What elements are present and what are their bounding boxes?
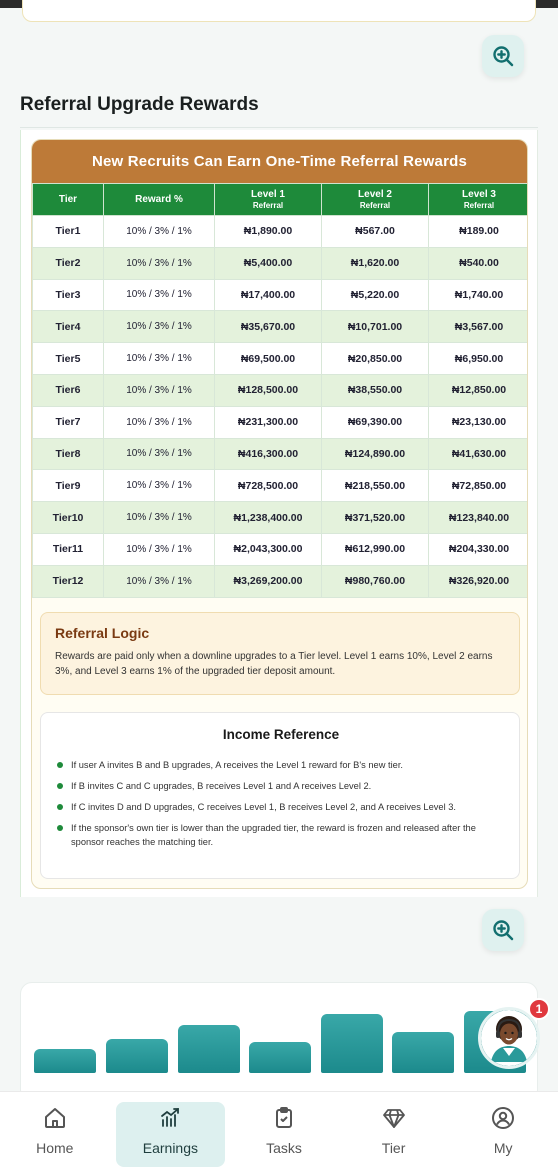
- cell-level1: ₦1,890.00: [215, 216, 322, 248]
- cell-reward: 10% / 3% / 1%: [104, 311, 215, 343]
- chart-bar: [106, 1039, 168, 1073]
- cell-level3: ₦23,130.00: [429, 406, 529, 438]
- cell-level1: ₦1,238,400.00: [215, 502, 322, 534]
- cell-level1: ₦35,670.00: [215, 311, 322, 343]
- cell-level2: ₦1,620.00: [322, 247, 429, 279]
- cell-level1: ₦17,400.00: [215, 279, 322, 311]
- header-level1-top: Level 1: [251, 188, 285, 200]
- cell-reward: 10% / 3% / 1%: [104, 216, 215, 248]
- previous-card: [22, 0, 536, 22]
- cell-tier: Tier3: [33, 279, 104, 311]
- nav-item-earnings[interactable]: [116, 1102, 226, 1167]
- chart-bar: [249, 1042, 311, 1073]
- cell-level1: ₦3,269,200.00: [215, 565, 322, 597]
- nav-item-tasks[interactable]: [229, 1092, 339, 1175]
- earnings-chart-icon: [158, 1106, 182, 1130]
- cell-reward: 10% / 3% / 1%: [104, 438, 215, 470]
- table-row: [33, 502, 529, 534]
- table-row: [33, 311, 529, 343]
- zoom-in-icon: [491, 44, 515, 68]
- cell-reward: 10% / 3% / 1%: [104, 565, 215, 597]
- nav-label-home: Home: [36, 1140, 74, 1156]
- cell-tier: Tier8: [33, 438, 104, 470]
- table-row: [33, 438, 529, 470]
- cell-level1: ₦69,500.00: [215, 343, 322, 375]
- nav-label-earnings: Earnings: [142, 1140, 199, 1156]
- table-row: [33, 533, 529, 565]
- cell-level2: ₦612,990.00: [322, 533, 429, 565]
- cell-level2: ₦10,701.00: [322, 311, 429, 343]
- cell-reward: 10% / 3% / 1%: [104, 502, 215, 534]
- cell-reward: 10% / 3% / 1%: [104, 470, 215, 502]
- cell-level3: ₦123,840.00: [429, 502, 529, 534]
- header-level2-sub: Referral: [359, 200, 391, 210]
- referral-logic-box: [40, 612, 520, 695]
- nav-item-tier[interactable]: [339, 1092, 449, 1175]
- cell-level1: ₦416,300.00: [215, 438, 322, 470]
- cell-level3: ₦1,740.00: [429, 279, 529, 311]
- list-item-text: If B invites C and C upgrades, B receives Level 1 and A receives Level 2.: [71, 781, 372, 791]
- table-banner: New Recruits Can Earn One-Time Referral Rewards: [32, 140, 527, 183]
- list-item: [57, 800, 505, 814]
- header-level3-top: Level 3: [462, 188, 496, 200]
- table-row: [33, 279, 529, 311]
- table-row: [33, 565, 529, 597]
- header-level3-sub: Referral: [463, 200, 495, 210]
- bullet-icon: [57, 783, 63, 789]
- cell-level2: ₦218,550.00: [322, 470, 429, 502]
- cell-level3: ₦41,630.00: [429, 438, 529, 470]
- nav-item-my[interactable]: [448, 1092, 558, 1175]
- header-tier: Tier: [33, 184, 104, 216]
- list-item-text: If user A invites B and B upgrades, A receives the Level 1 reward for B's new tier.: [71, 760, 403, 770]
- income-reference-title: Income Reference: [222, 727, 340, 742]
- cell-level2: ₦980,760.00: [322, 565, 429, 597]
- cell-reward: 10% / 3% / 1%: [104, 406, 215, 438]
- table-row: [33, 406, 529, 438]
- cell-tier: Tier9: [33, 470, 104, 502]
- list-item: [57, 821, 505, 849]
- cell-level3: ₦3,567.00: [429, 311, 529, 343]
- header-level1: [215, 184, 322, 216]
- cell-reward: 10% / 3% / 1%: [104, 343, 215, 375]
- section-title: Referral Upgrade Rewards: [20, 94, 259, 115]
- table-row: [33, 343, 529, 375]
- cell-level1: ₦128,500.00: [215, 374, 322, 406]
- nav-label-tasks: Tasks: [266, 1140, 302, 1156]
- income-reference-box: [40, 712, 520, 879]
- cell-level1: ₦5,400.00: [215, 247, 322, 279]
- table-row: [33, 247, 529, 279]
- cell-level2: ₦38,550.00: [322, 374, 429, 406]
- referral-logic-title: Referral Logic: [55, 625, 150, 641]
- cell-level2: ₦371,520.00: [322, 502, 429, 534]
- cell-level1: ₦2,043,300.00: [215, 533, 322, 565]
- nav-label-my: My: [493, 1140, 513, 1156]
- table-row: [33, 374, 529, 406]
- list-item-text: If C invites D and D upgrades, C receives Level 1, B receives Level 2, and A receives Level 3.: [71, 802, 456, 812]
- bullet-icon: [57, 762, 63, 768]
- bottom-nav: [0, 1091, 558, 1175]
- cell-level2: ₦124,890.00: [322, 438, 429, 470]
- cell-reward: 10% / 3% / 1%: [104, 374, 215, 406]
- table-row: [33, 470, 529, 502]
- cell-tier: Tier12: [33, 565, 104, 597]
- cell-level2: ₦69,390.00: [322, 406, 429, 438]
- nav-label-tier: Tier: [381, 1140, 406, 1156]
- bullet-icon: [57, 825, 63, 831]
- cell-level3: ₦326,920.00: [429, 565, 529, 597]
- zoom-in-button-2[interactable]: [482, 909, 524, 951]
- cell-tier: Tier2: [33, 247, 104, 279]
- cell-tier: Tier5: [33, 343, 104, 375]
- nav-item-home[interactable]: [0, 1092, 110, 1175]
- cell-tier: Tier1: [33, 216, 104, 248]
- user-icon: [491, 1106, 515, 1130]
- cell-tier: Tier11: [33, 533, 104, 565]
- cell-tier: Tier10: [33, 502, 104, 534]
- cell-reward: 10% / 3% / 1%: [104, 533, 215, 565]
- cell-level3: ₦204,330.00: [429, 533, 529, 565]
- table-header-row: [33, 184, 529, 216]
- cell-level3: ₦72,850.00: [429, 470, 529, 502]
- cell-level3: ₦540.00: [429, 247, 529, 279]
- cell-tier: Tier7: [33, 406, 104, 438]
- cell-level2: ₦5,220.00: [322, 279, 429, 311]
- bullet-icon: [57, 804, 63, 810]
- cell-reward: 10% / 3% / 1%: [104, 279, 215, 311]
- referral-logic-text: Rewards are paid only when a downline upgrades to a Tier level. Level 1 earns 10%, Level 2 earns 3%, and Level 3 earns 1% of the upgraded tier deposit amount.: [55, 651, 493, 677]
- chart-bar: [321, 1014, 383, 1073]
- cell-level2: ₦567.00: [322, 216, 429, 248]
- chart-bar: [392, 1032, 454, 1073]
- header-reward: Reward %: [104, 184, 215, 216]
- home-icon: [43, 1106, 67, 1130]
- diamond-icon: [382, 1106, 406, 1130]
- tier-chart-card: [20, 982, 538, 1102]
- cell-reward: 10% / 3% / 1%: [104, 247, 215, 279]
- support-agent-avatar: [481, 1010, 537, 1066]
- header-level3: [429, 184, 529, 216]
- list-item: [57, 779, 505, 793]
- cell-level3: ₦12,850.00: [429, 374, 529, 406]
- header-level1-sub: Referral: [252, 200, 284, 210]
- cell-level3: ₦189.00: [429, 216, 529, 248]
- notification-badge: 1: [528, 998, 550, 1020]
- chart-bar: [178, 1025, 240, 1073]
- table-row: [33, 216, 529, 248]
- header-level2: [322, 184, 429, 216]
- cell-level3: ₦6,950.00: [429, 343, 529, 375]
- income-reference-list: [57, 758, 505, 849]
- chart-bar: [34, 1049, 96, 1073]
- cell-level2: ₦20,850.00: [322, 343, 429, 375]
- cell-level1: ₦728,500.00: [215, 470, 322, 502]
- zoom-in-button[interactable]: [482, 35, 524, 77]
- cell-tier: Tier6: [33, 374, 104, 406]
- rewards-table: [32, 183, 528, 598]
- list-item: [57, 758, 505, 772]
- cell-tier: Tier4: [33, 311, 104, 343]
- clipboard-check-icon: [272, 1106, 296, 1130]
- zoom-in-icon: [491, 918, 515, 942]
- divider: [20, 127, 538, 128]
- cell-level1: ₦231,300.00: [215, 406, 322, 438]
- list-item-text: If the sponsor's own tier is lower than the upgraded tier, the reward is frozen and released after the sponsor reaches the matching tier.: [71, 823, 476, 847]
- header-level2-top: Level 2: [358, 188, 392, 200]
